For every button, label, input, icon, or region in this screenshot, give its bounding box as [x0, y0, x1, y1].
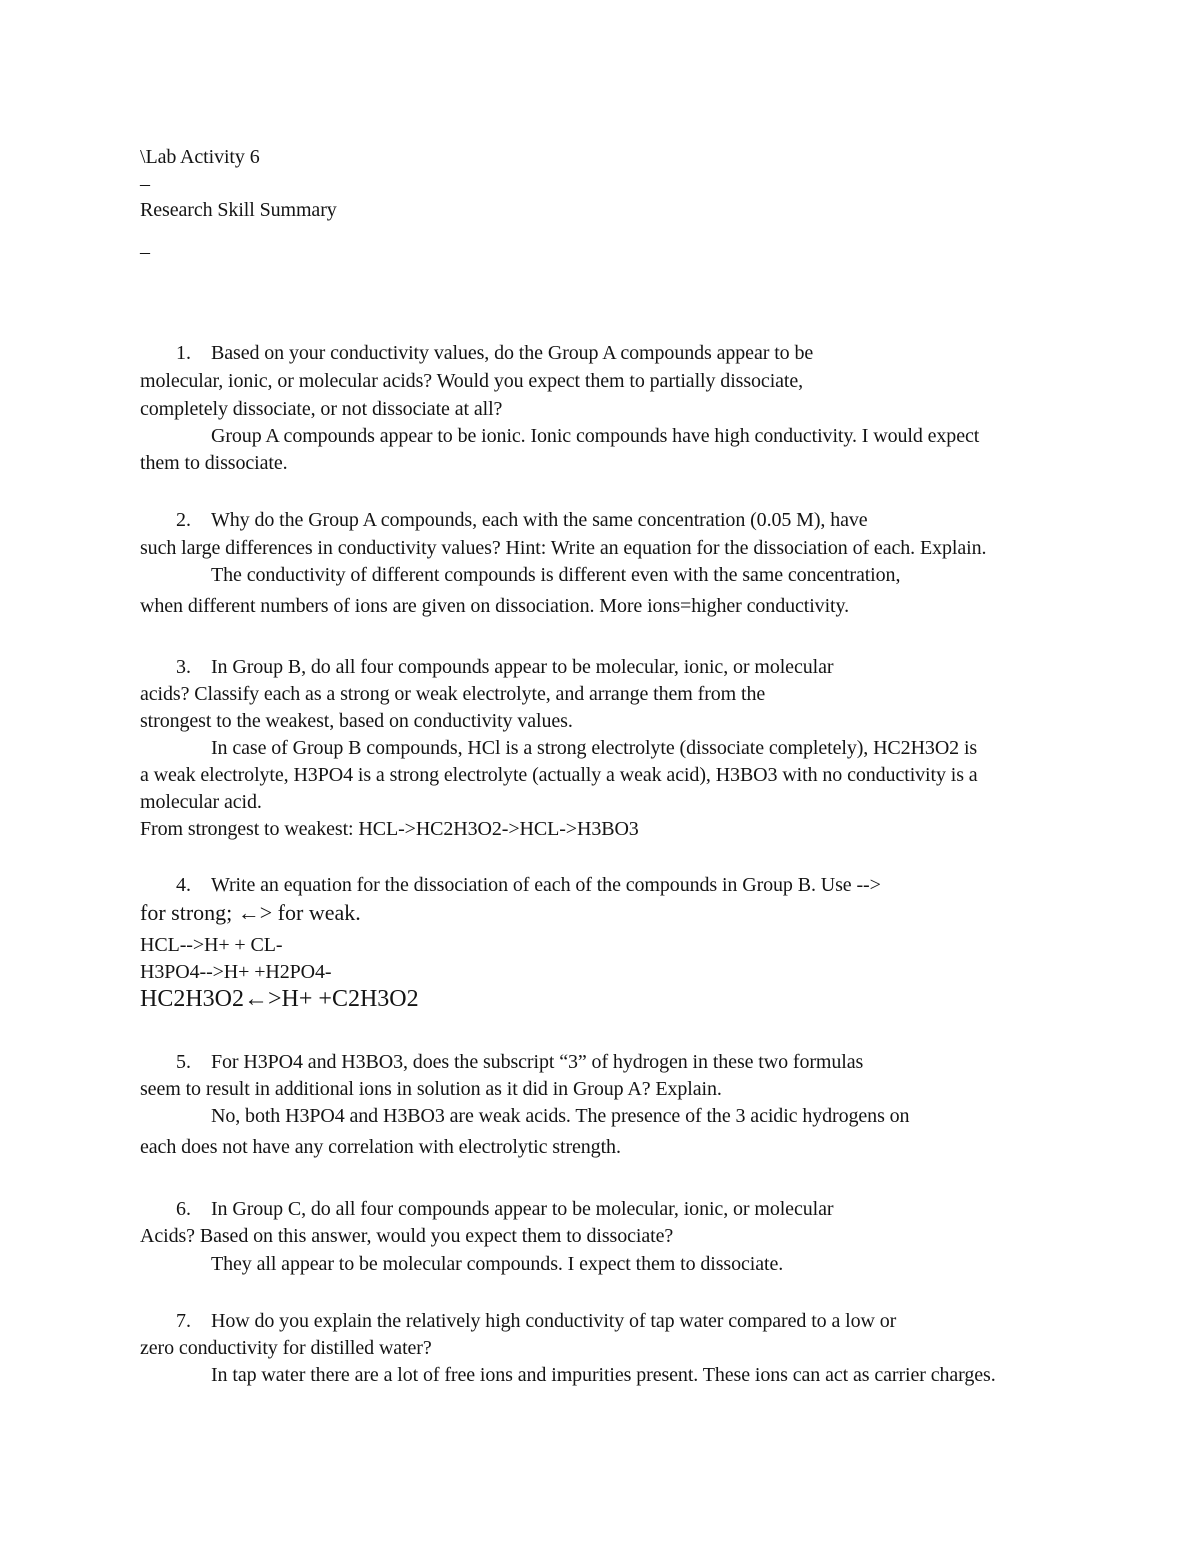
equation-text: HC2H3O2←>H+ +C2H3O2 [140, 986, 419, 1012]
answer-text: molecular acid. [140, 791, 262, 813]
equation-text: H3PO4-->H+ +H2PO4- [140, 961, 332, 983]
subtitle-separator: – [140, 241, 150, 263]
question-text: In Group B, do all four compounds appear to be molecular, ionic, or molecular [211, 656, 834, 678]
answer-text: They all appear to be molecular compounds. I expect them to dissociate. [211, 1253, 784, 1275]
question-text: Acids? Based on this answer, would you expect them to dissociate? [140, 1225, 674, 1247]
question-text: molecular, ionic, or molecular acids? Would you expect them to partially dissociate, [140, 370, 804, 392]
answer-text: In tap water there are a lot of free ions and impurities present. These ions can act as carrier charges. [211, 1364, 996, 1386]
question-text: Why do the Group A compounds, each with the same concentration (0.05 M), have [211, 509, 868, 531]
question-text: zero conductivity for distilled water? [140, 1337, 432, 1359]
question-number: 7. [176, 1310, 191, 1332]
answer-text: From strongest to weakest: HCL->HC2H3O2->HCL->H3BO3 [140, 818, 639, 840]
answer-text: No, both H3PO4 and H3BO3 are weak acids. The presence of the 3 acidic hydrogens on [211, 1105, 910, 1127]
question-text: Write an equation for the dissociation of each of the compounds in Group B. Use --> [211, 874, 881, 896]
answer-text: each does not have any correlation with electrolytic strength. [140, 1136, 621, 1158]
question-text: such large differences in conductivity values? Hint: Write an equation for the dissociation of each. Explain. [140, 537, 987, 559]
answer-text: In case of Group B compounds, HCl is a strong electrolyte (dissociate completely), HC2H3O2 is [211, 737, 978, 759]
equation-text: HCL-->H+ + CL- [140, 934, 283, 956]
question-text: completely dissociate, or not dissociate at all? [140, 398, 503, 420]
title-separator: – [140, 173, 150, 195]
document-subtitle: Research Skill Summary [140, 199, 337, 221]
answer-text: The conductivity of different compounds is different even with the same concentration, [211, 564, 901, 586]
question-number: 1. [176, 342, 191, 364]
question-number: 3. [176, 656, 191, 678]
answer-text: Group A compounds appear to be ionic. Ionic compounds have high conductivity. I would expect [211, 425, 980, 447]
question-text: for strong; ←> for weak. [140, 900, 361, 925]
document-title: \Lab Activity 6 [140, 146, 260, 168]
question-number: 6. [176, 1198, 191, 1220]
answer-text: them to dissociate. [140, 452, 288, 474]
question-text: How do you explain the relatively high conductivity of tap water compared to a low or [211, 1310, 897, 1332]
answer-text: a weak electrolyte, H3PO4 is a strong electrolyte (actually a weak acid), H3BO3 with no conductivity is a [140, 764, 978, 786]
question-number: 5. [176, 1051, 191, 1073]
question-text: In Group C, do all four compounds appear to be molecular, ionic, or molecular [211, 1198, 834, 1220]
question-number: 2. [176, 509, 191, 531]
question-text: Based on your conductivity values, do the Group A compounds appear to be [211, 342, 814, 364]
answer-text: when different numbers of ions are given on dissociation. More ions=higher conductivity. [140, 595, 849, 617]
question-text: strongest to the weakest, based on conductivity values. [140, 710, 573, 732]
question-text: For H3PO4 and H3BO3, does the subscript “3” of hydrogen in these two formulas [211, 1051, 864, 1073]
question-text: seem to result in additional ions in solution as it did in Group A? Explain. [140, 1078, 722, 1100]
question-number: 4. [176, 874, 191, 896]
question-text: acids? Classify each as a strong or weak electrolyte, and arrange them from the [140, 683, 766, 705]
